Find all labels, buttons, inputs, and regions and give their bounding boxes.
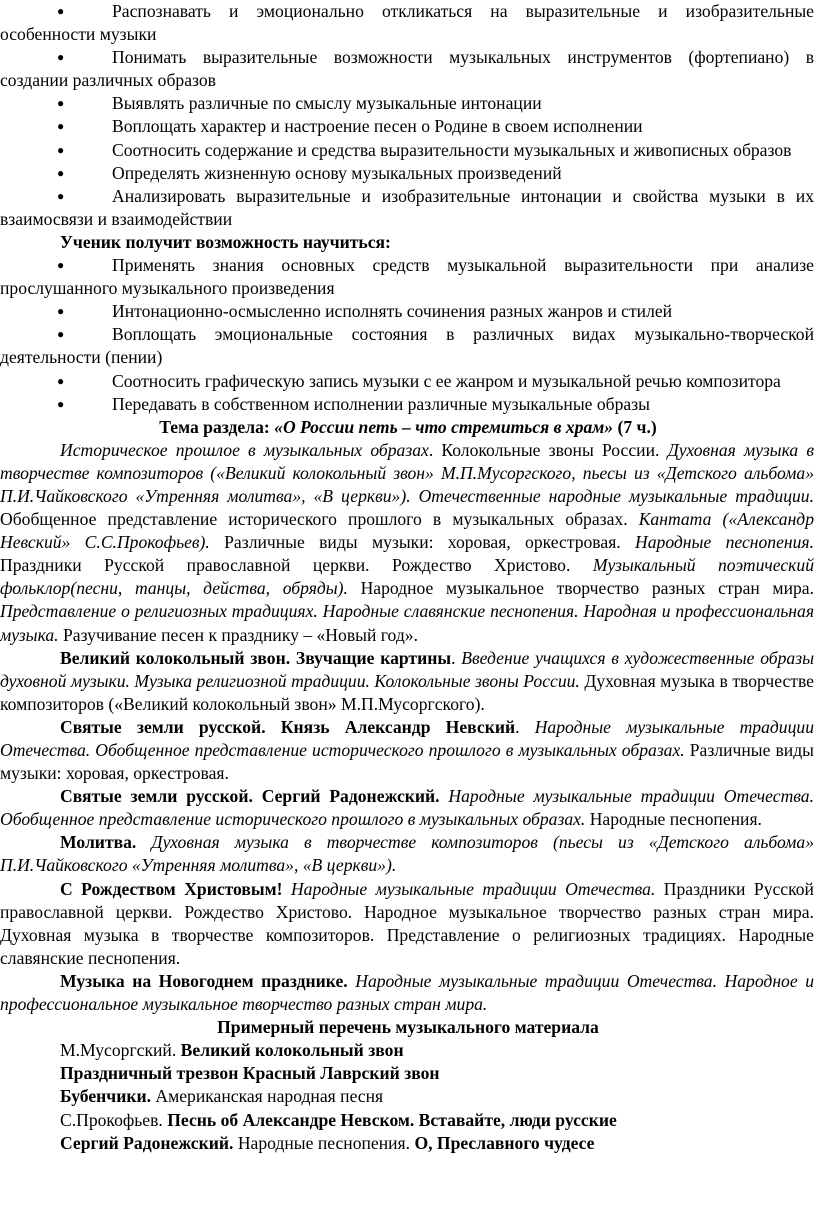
list-item: ● Анализировать выразительные и изобразительные интонации и свойства музыки в их взаимосвязи и взаимодействии [0,185,814,229]
repertoire-list [0,1039,816,1154]
bullet-icon: ● [57,373,65,388]
repertoire-heading: Примерный перечень музыкального материала [217,1017,599,1038]
bullet-icon: ● [57,327,65,342]
bullet-icon: ● [57,50,65,65]
repertoire-item: Бубенчики. Американская народная песня [60,1086,384,1107]
topic-paragraph: Святые земли русской. Князь Александр Невский. Народные музыкальные традиции Отечества. Обобщенное представление исторического прошлого в музыкальных образах. Различные виды музыки: хоровая, оркестровая. [0,716,814,784]
list-item: ● Распознавать и эмоционально откликаться на выразительные и изобразительные особенности музыки [0,1,814,45]
list-item: ● Воплощать характер и настроение песен о Родине в своем исполнении [0,115,816,138]
bullet-icon: ● [57,96,65,111]
topic-paragraph: Великий колокольный звон. Звучащие картины. Введение учащихся в художественные образы духовной музыки. Музыка религиозной традиции. Колокольные звоны России. Духовная музыка в творчестве композиторов («Великий колокольный звон» М.П.Мусоргского). [0,647,814,714]
skills-list-basic [0,0,816,231]
repertoire-item: Сергий Радонежский. Народные песнопения. О, Преславного чудесе [60,1132,595,1153]
topic-paragraph: Молитва. Духовная музыка в творчестве композиторов (пьесы из «Детского альбома» П.И.Чайковского «Утренняя молитва», «В церкви»). [0,832,814,876]
opportunity-heading: Ученик получит возможность научиться: [60,231,391,252]
list-item: ● Воплощать эмоциональные состояния в различных видах музыкально-творческой деятельности (пении) [0,324,814,368]
bullet-icon: ● [57,119,65,134]
bullet-icon: ● [57,4,65,18]
skills-list-opportunity [0,254,816,416]
list-item: ● Применять знания основных средств музыкальной выразительности при анализе прослушанного музыкального произведения [0,255,814,299]
bullet-icon: ● [57,142,65,157]
repertoire-item: Праздничный трезвон Красный Лаврский звон [60,1063,440,1084]
bullet-icon: ● [57,304,65,319]
section-heading: Тема раздела: «О России петь – что стремиться в храм» (7 ч.) [159,416,657,437]
bullet-icon: ● [57,258,65,273]
list-item: ● Определять жизненную основу музыкальных произведений [0,162,816,185]
topic-paragraph: Музыка на Новогоднем празднике. Народные музыкальные традиции Отечества. Народное и профессиональное музыкальное творчество разных стран мира. [0,970,815,1015]
list-item: ● Соотносить графическую запись музыки с ее жанром и музыкальной речью композитора [0,370,816,393]
bullet-icon: ● [57,165,65,180]
list-item: ● Соотносить содержание и средства выразительности музыкальных и живописных образов [0,139,816,162]
list-item: ● Передавать в собственном исполнении различные музыкальные образы [0,393,816,416]
list-item: ● Интонационно-осмысленно исполнять сочинения разных жанров и стилей [0,300,816,323]
list-item: ● Понимать выразительные возможности музыкальных инструментов (фортепиано) в создании различных образов [0,47,814,91]
bullet-icon: ● [57,188,65,203]
section-overview: Историческое прошлое в музыкальных образах. Колокольные звоны России. Духовная музыка в творчестве композиторов («Великий колокольный звон» М.П.Мусоргского, пьесы из «Детского альбома» П.И.Чайковского «Утренняя молитва», «В церкви»). Отечественные народные музыкальные традиции. Обобщенное представление исторического прошлого в музыкальных образах. Кантата («Александр Невский» С.С.Прокофьев). Различные виды музыки: хоровая, оркестровая. Народные песнопения. Праздники Русской православной церкви. Рождество Христово. Музыкальный поэтический фольклор(песни, танцы, действа, обряды). Народное музыкальное творчество разных стран мира. Представление о религиозных традициях. Народные славянские песнопения. Народная и профессиональная музыка. Разучивание песен к празднику – «Новый год». [0,439,814,645]
topic-paragraph: Святые земли русской. Сергий Радонежский. Народные музыкальные традиции Отечества. Обобщенное представление исторического прошлого в музыкальных образах. Народные песнопения. [0,786,814,830]
list-item: ● Выявлять различные по смыслу музыкальные интонации [0,92,816,115]
bullet-icon: ● [57,396,65,411]
topic-paragraph: С Рождеством Христовым! Народные музыкальные традиции Отечества. Праздники Русской православной церкви. Рождество Христово. Народное музыкальное творчество разных стран мира. Духовная музыка в творчестве композиторов. Представление о религиозных традициях. Народные славянские песнопения. [0,878,814,968]
repertoire-item: С.Прокофьев. Песнь об Александре Невском. Вставайте, люди русские [60,1109,617,1130]
repertoire-item: М.Мусоргский. Великий колокольный звон [60,1040,404,1061]
